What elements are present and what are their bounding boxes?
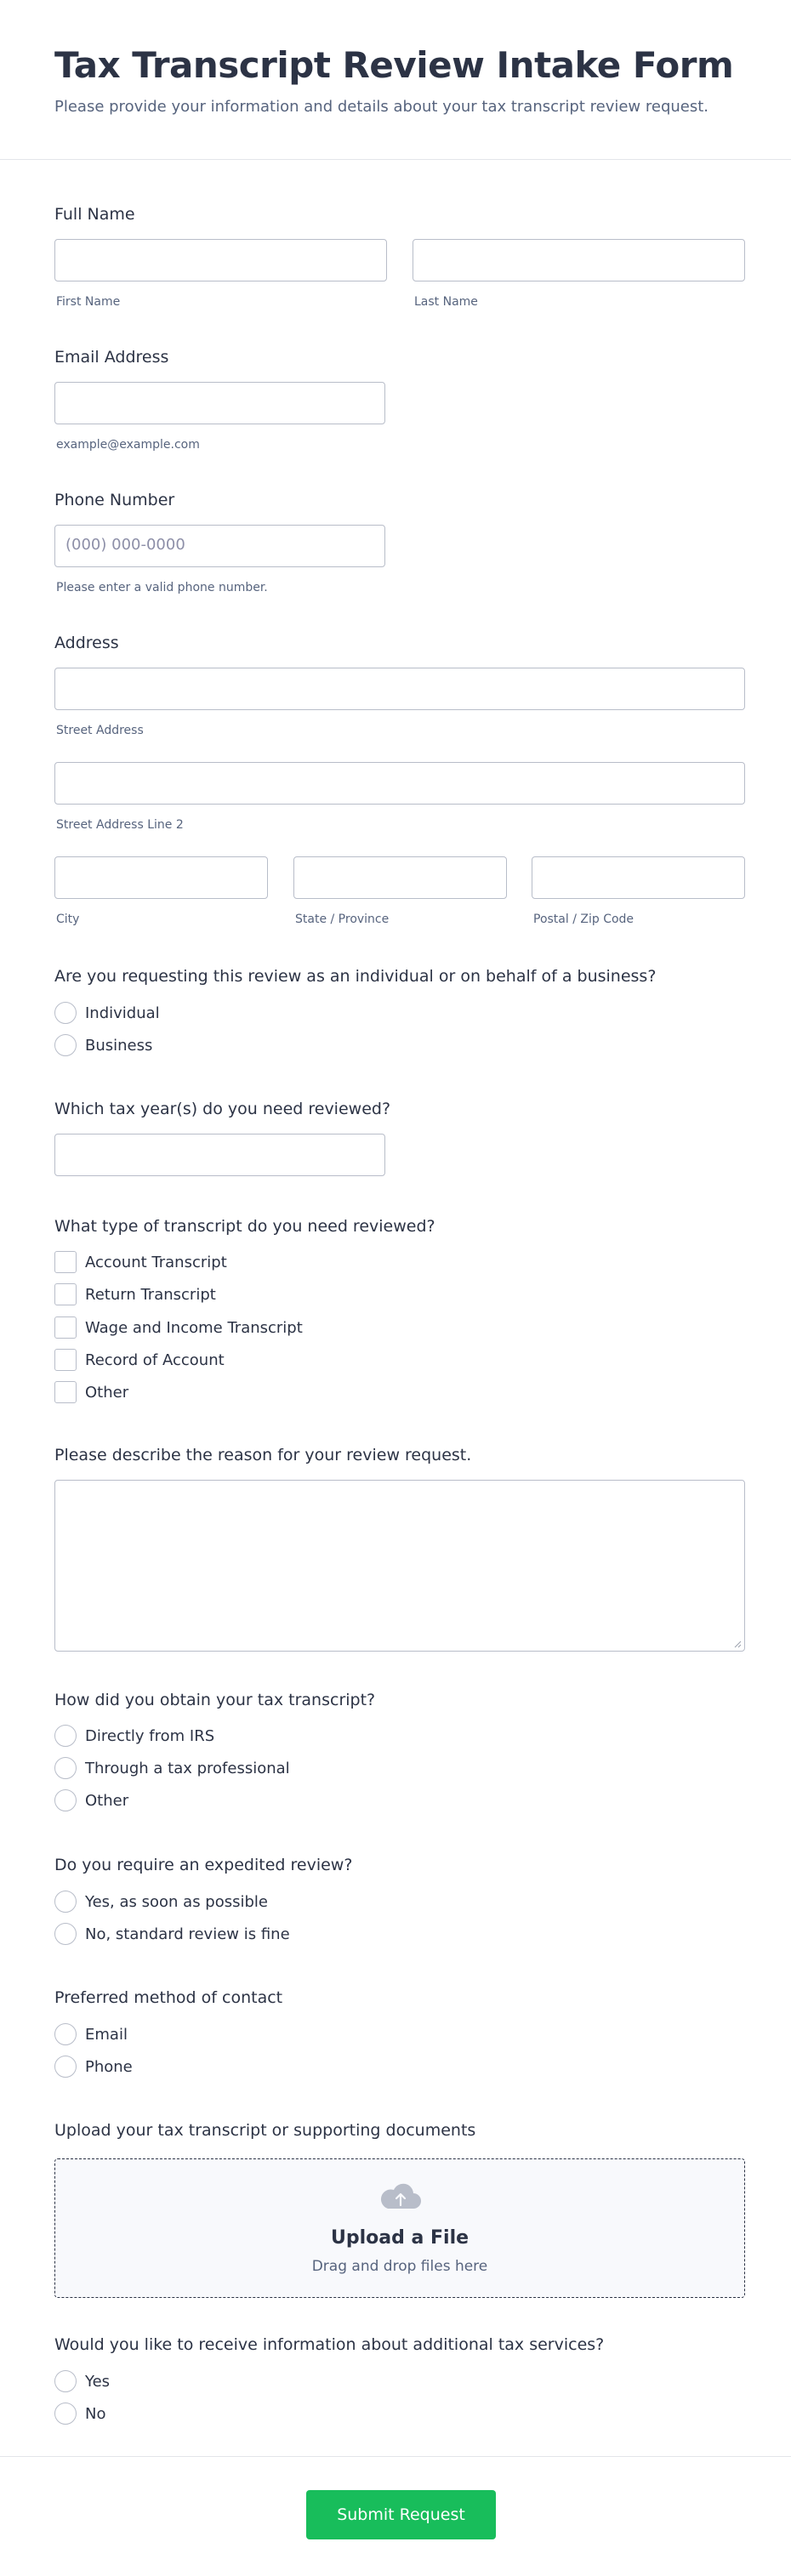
- radio-option-expedited-no[interactable]: No, standard review is fine: [54, 1922, 290, 1946]
- last-name-sublabel: Last Name: [414, 295, 478, 309]
- cloud-upload-icon: [379, 2180, 422, 2214]
- phone-label: Phone Number: [54, 491, 175, 509]
- radio-option-contact-email[interactable]: Email: [54, 2022, 128, 2046]
- radio-circle[interactable]: [54, 1789, 77, 1811]
- obtained-label: How did you obtain your tax transcript?: [54, 1691, 376, 1709]
- last-name-input[interactable]: [413, 239, 745, 281]
- form-title: Tax Transcript Review Intake Form: [54, 44, 734, 86]
- radio-circle[interactable]: [54, 1757, 77, 1779]
- tax-years-label: Which tax year(s) do you need reviewed?: [54, 1100, 391, 1118]
- checkbox-box[interactable]: [54, 1316, 77, 1339]
- reason-textarea[interactable]: [54, 1480, 745, 1652]
- street-address-line2-sublabel: Street Address Line 2: [56, 818, 184, 832]
- submit-button[interactable]: Submit Request: [306, 2490, 496, 2539]
- radio-option-directly-from-irs[interactable]: Directly from IRS: [54, 1724, 214, 1748]
- city-input[interactable]: [54, 856, 268, 899]
- checkbox-option-record-of-account[interactable]: Record of Account: [54, 1348, 225, 1372]
- form-subtitle: Please provide your information and details about your tax transcript review request.: [54, 98, 709, 116]
- additional-services-label: Would you like to receive information about additional tax services?: [54, 2335, 605, 2354]
- radio-circle[interactable]: [54, 2056, 77, 2078]
- radio-circle[interactable]: [54, 2403, 77, 2425]
- zip-input[interactable]: [532, 856, 745, 899]
- radio-option-business[interactable]: Business: [54, 1033, 152, 1057]
- requester-type-label: Are you requesting this review as an individual or on behalf of a business?: [54, 967, 657, 986]
- radio-circle[interactable]: [54, 2370, 77, 2392]
- resize-handle-icon[interactable]: [733, 1640, 742, 1648]
- checkbox-box[interactable]: [54, 1251, 77, 1273]
- reason-label: Please describe the reason for your review request.: [54, 1446, 472, 1464]
- email-label: Email Address: [54, 348, 169, 367]
- city-sublabel: City: [56, 913, 80, 926]
- radio-option-contact-phone[interactable]: Phone: [54, 2055, 133, 2078]
- email-field[interactable]: [54, 382, 385, 424]
- radio-circle[interactable]: [54, 1923, 77, 1945]
- checkbox-option-return-transcript[interactable]: Return Transcript: [54, 1282, 216, 1306]
- file-upload-dropzone[interactable]: [54, 2158, 745, 2298]
- checkbox-box[interactable]: [54, 1381, 77, 1403]
- phone-input[interactable]: [54, 525, 385, 567]
- street-address-input[interactable]: [54, 668, 745, 710]
- email-sublabel: example@example.com: [56, 438, 200, 452]
- radio-option-services-no[interactable]: No: [54, 2402, 105, 2425]
- checkbox-option-other[interactable]: Other: [54, 1380, 128, 1404]
- radio-circle[interactable]: [54, 1891, 77, 1913]
- transcript-type-label: What type of transcript do you need reviewed?: [54, 1217, 435, 1236]
- radio-option-obtained-other[interactable]: Other: [54, 1788, 128, 1812]
- contact-label: Preferred method of contact: [54, 1988, 283, 2007]
- upload-label: Upload your tax transcript or supporting documents: [54, 2121, 476, 2140]
- checkbox-box[interactable]: [54, 1349, 77, 1371]
- upload-title: Upload a File: [330, 2227, 469, 2249]
- first-name-sublabel: First Name: [56, 295, 121, 309]
- radio-circle[interactable]: [54, 1725, 77, 1747]
- footer-divider: [0, 2456, 791, 2457]
- state-sublabel: State / Province: [295, 913, 390, 926]
- state-input[interactable]: [293, 856, 507, 899]
- zip-sublabel: Postal / Zip Code: [533, 913, 635, 926]
- upload-hint: Drag and drop files here: [311, 2258, 488, 2275]
- radio-option-tax-professional[interactable]: Through a tax professional: [54, 1756, 290, 1780]
- radio-option-expedited-yes[interactable]: Yes, as soon as possible: [54, 1890, 268, 1914]
- radio-circle[interactable]: [54, 1034, 77, 1056]
- phone-placeholder: (000) 000-0000: [65, 536, 185, 554]
- phone-sublabel: Please enter a valid phone number.: [56, 581, 268, 594]
- street-address-sublabel: Street Address: [56, 724, 144, 737]
- radio-circle[interactable]: [54, 2023, 77, 2045]
- expedited-label: Do you require an expedited review?: [54, 1856, 353, 1874]
- tax-years-input[interactable]: [54, 1134, 385, 1176]
- address-label: Address: [54, 634, 119, 652]
- radio-option-services-yes[interactable]: Yes: [54, 2369, 110, 2393]
- street-address-line2-input[interactable]: [54, 762, 745, 805]
- full-name-label: Full Name: [54, 205, 135, 224]
- form-header: [0, 0, 791, 160]
- radio-option-individual[interactable]: Individual: [54, 1001, 160, 1025]
- checkbox-option-account-transcript[interactable]: Account Transcript: [54, 1250, 227, 1274]
- checkbox-box[interactable]: [54, 1283, 77, 1305]
- radio-circle[interactable]: [54, 1002, 77, 1024]
- first-name-input[interactable]: [54, 239, 387, 281]
- checkbox-option-wage-income[interactable]: Wage and Income Transcript: [54, 1316, 303, 1339]
